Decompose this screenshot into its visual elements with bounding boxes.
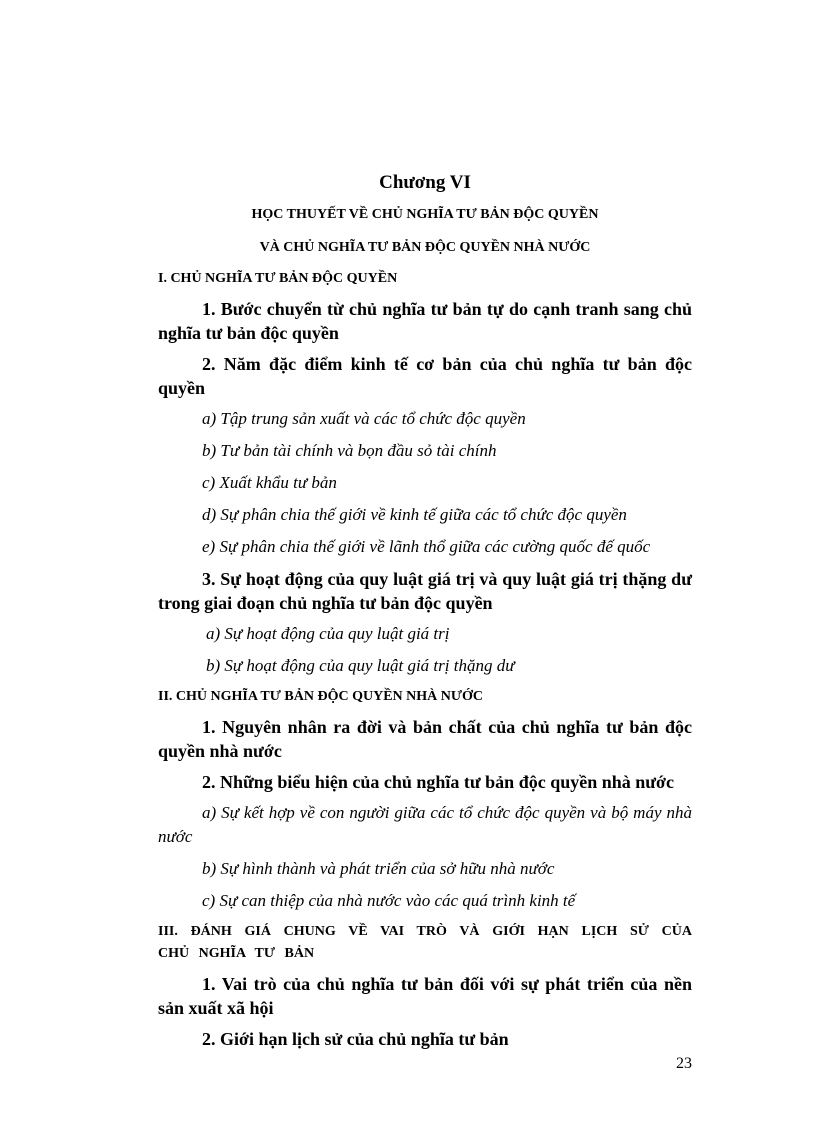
- page-number: 23: [676, 1055, 692, 1072]
- list-item: c) Xuất khẩu tư bản: [202, 473, 337, 492]
- list-item: e) Sự phân chia thế giới về lãnh thổ giữa các cường quốc đế quốc: [202, 537, 651, 556]
- section-heading: II. CHỦ NGHĨA TƯ BẢN ĐỘC QUYỀN NHÀ NƯỚC: [158, 689, 484, 704]
- section-heading: III. ĐÁNH GIÁ CHUNG VỀ VAI TRÒ VÀ GIỚI HẠN LỊCH SỬ CỦA CHỦ NGHĨA TƯ BẢN: [158, 924, 692, 961]
- list-item: b) Sự hình thành và phát triển của sở hữu nhà nước: [202, 859, 555, 878]
- subsection-heading: 2. Những biểu hiện của chủ nghĩa tư bản độc quyền nhà nước: [202, 772, 675, 792]
- subsection-heading: 1. Bước chuyển từ chủ nghĩa tư bản tự do cạnh tranh sang chủ nghĩa tư bản độc quyền: [158, 299, 692, 343]
- chapter-title-line-1: HỌC THUYẾT VỀ CHỦ NGHĨA TƯ BẢN ĐỘC QUYỀN: [251, 207, 599, 222]
- list-item: a) Sự hoạt động của quy luật giá trị: [206, 624, 450, 643]
- list-item: b) Tư bản tài chính và bọn đầu sỏ tài chính: [202, 441, 497, 460]
- subsection-heading: 2. Giới hạn lịch sử của chủ nghĩa tư bản: [202, 1029, 509, 1049]
- list-item: c) Sự can thiệp của nhà nước vào các quá trình kinh tế: [202, 891, 576, 910]
- list-item: d) Sự phân chia thế giới về kinh tế giữa các tổ chức độc quyền: [202, 505, 627, 524]
- list-item: a) Tập trung sản xuất và các tổ chức độc quyền: [202, 409, 526, 428]
- list-item: a) Sự kết hợp về con người giữa các tổ chức độc quyền và bộ máy nhà nước: [158, 803, 692, 846]
- subsection-heading: 3. Sự hoạt động của quy luật giá trị và quy luật giá trị thặng dư trong giai đoạn chủ nghĩa tư bản độc quyền: [158, 569, 692, 613]
- subsection-heading: 2. Năm đặc điểm kinh tế cơ bản của chủ nghĩa tư bản độc quyền: [158, 354, 692, 398]
- subsection-heading: 1. Nguyên nhân ra đời và bản chất của chủ nghĩa tư bản độc quyền nhà nước: [158, 717, 692, 761]
- chapter-number: Chương VI: [379, 172, 471, 193]
- list-item: b) Sự hoạt động của quy luật giá trị thặng dư: [206, 656, 515, 675]
- document-page: [158, 170, 692, 1058]
- section-heading: I. CHỦ NGHĨA TƯ BẢN ĐỘC QUYỀN: [158, 271, 398, 286]
- chapter-title-line-2: VÀ CHỦ NGHĨA TƯ BẢN ĐỘC QUYỀN NHÀ NƯỚC: [259, 240, 591, 255]
- subsection-heading: 1. Vai trò của chủ nghĩa tư bản đối với sự phát triển của nền sản xuất xã hội: [158, 974, 692, 1018]
